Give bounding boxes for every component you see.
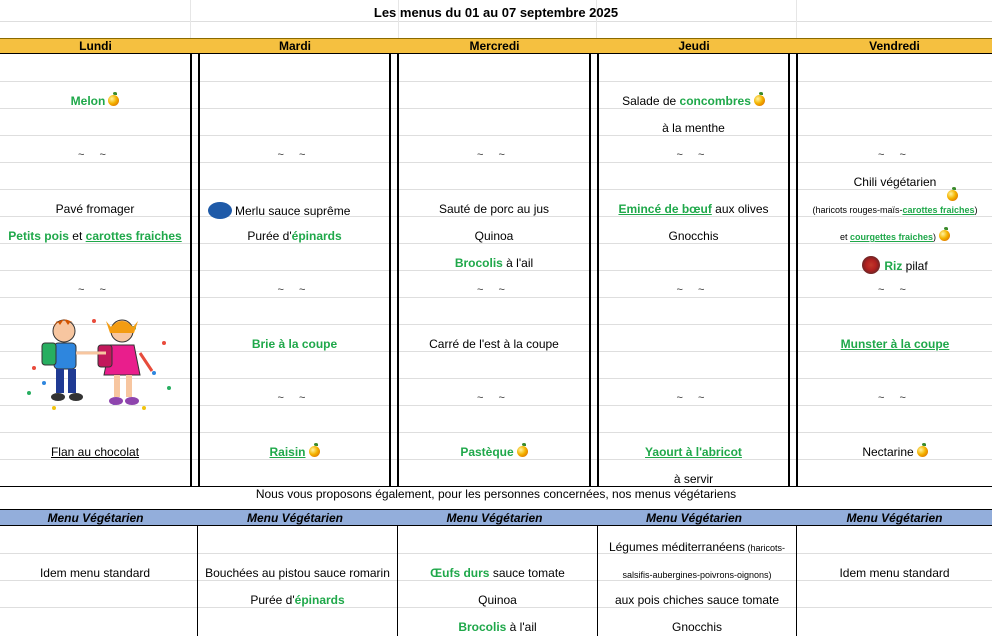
vendredi-cheese: Munster à la coupe (840, 337, 950, 351)
separator: ~ ~ (277, 284, 312, 296)
fruit-icon (947, 190, 958, 201)
fruit-icon (517, 446, 528, 457)
fruit-icon (754, 95, 765, 106)
column-divider (389, 54, 391, 486)
veg-mercredi-side2: Brocolis à l'ail (458, 620, 537, 634)
mardi-cheese: Brie à la coupe (251, 337, 338, 351)
day-header-vendredi: Vendredi (869, 39, 920, 53)
children-illustration (24, 313, 176, 415)
lundi-side: Petits pois et carottes fraiches (8, 229, 182, 243)
separator: ~ ~ (676, 149, 711, 161)
jeudi-dessert: Yaourt à l'abricot (645, 445, 742, 459)
mercredi-side1: Quinoa (474, 229, 514, 243)
jeudi-main: Emincé de bœuf aux olives (618, 202, 769, 216)
vendredi-dessert: Nectarine (798, 445, 992, 459)
veg-jeudi-line2: salsifis-aubergines-poivrons-oignons) (622, 570, 772, 580)
separator: ~ ~ (676, 392, 711, 404)
vendredi-detail: (haricots rouges-maïs-carottes fraiches) (812, 205, 978, 215)
veg-header-row (0, 509, 992, 526)
veg-lundi: Idem menu standard (39, 566, 151, 580)
column-divider (198, 54, 200, 486)
mardi-dessert: Raisin (200, 445, 389, 459)
day-header-row (0, 38, 992, 54)
veg-mardi-main: Bouchées au pistou sauce romarin (205, 566, 390, 580)
column-divider (589, 54, 591, 486)
veg-mercredi-side1: Quinoa (478, 593, 517, 607)
jeudi-dessert-line2: à servir (673, 472, 714, 486)
day-header-jeudi: Jeudi (678, 39, 710, 53)
separator: ~ ~ (277, 149, 312, 161)
veg-header-vendredi: Menu Végétarien (846, 511, 943, 525)
fruit-icon (108, 95, 119, 106)
sustainable-fishing-icon (208, 202, 232, 219)
separator: ~ ~ (78, 149, 112, 161)
jeudi-starter: Salade de concombres (599, 94, 788, 108)
day-header-mercredi: Mercredi (469, 39, 520, 53)
veg-header-jeudi: Menu Végétarien (645, 511, 743, 525)
fruit-icon (917, 446, 928, 457)
day-header-lundi: Lundi (79, 39, 112, 53)
lundi-starter: Melon (0, 94, 190, 108)
veg-jeudi-line4: Gnocchis (671, 620, 723, 634)
mercredi-side2: Brocolis à l'ail (454, 256, 534, 270)
veg-header-mercredi: Menu Végétarien (446, 511, 543, 525)
vendredi-side: Riz pilaf (798, 256, 992, 274)
label-rouge-icon (862, 256, 880, 274)
column-divider (197, 526, 198, 636)
lundi-main: Pavé fromager (55, 202, 135, 216)
veg-mardi-side: Purée d'épinards (250, 593, 345, 607)
jeudi-starter-line2: à la menthe (662, 121, 725, 135)
vendredi-detail2: et courgettes fraiches) (798, 230, 992, 244)
veg-header-lundi: Menu Végétarien (47, 511, 144, 525)
veg-jeudi-line1: Légumes méditerranéens (haricots- (608, 540, 786, 554)
column-divider (397, 54, 399, 486)
mercredi-dessert: Pastèque (399, 445, 589, 459)
column-divider (796, 526, 797, 636)
fruit-icon (939, 230, 950, 241)
column-divider (597, 54, 599, 486)
veg-vendredi: Idem menu standard (839, 566, 950, 580)
jeudi-side: Gnocchis (668, 229, 719, 243)
separator: ~ ~ (676, 284, 711, 296)
vendredi-fruit (798, 189, 992, 201)
fruit-icon (309, 446, 320, 457)
column-divider (190, 54, 192, 486)
separator: ~ ~ (477, 284, 511, 296)
lundi-dessert: Flan au chocolat (50, 445, 140, 459)
separator: ~ ~ (277, 392, 312, 404)
page-title: Les menus du 01 au 07 septembre 2025 (373, 5, 619, 20)
mercredi-main: Sauté de porc au jus (438, 202, 550, 216)
separator: ~ ~ (878, 149, 912, 161)
mardi-main: Merlu sauce suprême (200, 202, 389, 219)
day-header-mardi: Mardi (278, 39, 311, 53)
separator: ~ ~ (477, 392, 511, 404)
separator: ~ ~ (878, 284, 912, 296)
vegetarian-note: Nous vous proposons également, pour les personnes concernées, nos menus végétariens (255, 487, 737, 501)
veg-header-mardi: Menu Végétarien (246, 511, 344, 525)
vendredi-main: Chili végétarien (853, 175, 937, 189)
veg-mercredi-main: Œufs durs sauce tomate (430, 566, 565, 580)
mardi-side: Purée d'épinards (247, 229, 342, 243)
separator: ~ ~ (878, 392, 912, 404)
mercredi-cheese: Carré de l'est à la coupe (429, 337, 559, 351)
veg-jeudi-line3: aux pois chiches sauce tomate (614, 593, 780, 607)
column-divider (788, 54, 790, 486)
separator: ~ ~ (78, 284, 112, 296)
separator: ~ ~ (477, 149, 511, 161)
